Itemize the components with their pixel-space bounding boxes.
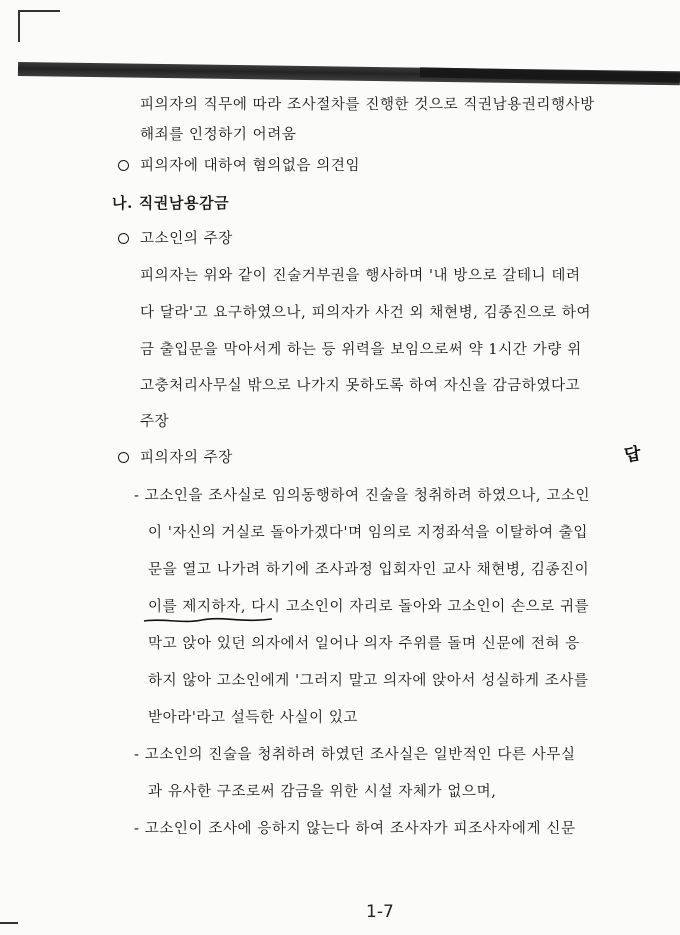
text-line: 문을 열고 나가려 하기에 조사과정 입회자인 교사 채현병, 김종진이	[148, 562, 590, 578]
text-line: 피의자는 위와 같이 진술거부권을 행사하며 '내 방으로 갈테니 데려	[140, 268, 581, 284]
margin-dash	[0, 922, 18, 924]
circle-bullet-icon	[118, 160, 129, 171]
scan-corner-mark	[18, 10, 60, 42]
handwritten-underline	[142, 616, 274, 626]
text-line: 금 출입문을 막아서게 하는 등 위력을 보임으로써 약 1시간 가량 위	[140, 342, 582, 358]
text-line: 피의자의 직무에 따라 조사절차를 진행한 것으로 직권남용권리행사방	[140, 97, 595, 113]
text-line: 고소인의 주장	[140, 231, 233, 247]
circle-bullet-icon	[118, 233, 129, 244]
text-line: 이 '자신의 거실로 돌아가겠다'며 임의로 지정좌석을 이탈하여 출입	[148, 525, 589, 541]
circle-bullet-icon	[118, 452, 129, 463]
text-line: 하지 않아 고소인에게 '그러지 말고 의자에 앉아서 성실하게 조사를	[148, 673, 589, 689]
text-line: 다 달라'고 요구하였으나, 피의자가 사건 외 채현병, 김종진으로 하여	[140, 305, 592, 321]
text-line: 피의자에 대하여 혐의없음 의견임	[140, 158, 361, 174]
text-line: 과 유사한 구조로써 감금을 위한 시설 자체가 없으며,	[148, 784, 497, 800]
text-line: 주장	[140, 414, 170, 430]
text-line: 해죄를 인정하기 어려움	[140, 127, 297, 143]
text-line: 피의자의 주장	[140, 450, 233, 466]
page-number: 1-7	[366, 902, 394, 922]
section-heading: 나. 직권남용감금	[112, 194, 230, 212]
text-line: - 고소인을 조사실로 임의동행하여 진술을 청취하려 하였으나, 고소인	[134, 488, 591, 504]
text-line: 고충처리사무실 밖으로 나가지 못하도록 하여 자신을 감금하였다고	[140, 378, 581, 394]
side-stamp-mark: 답	[623, 443, 643, 467]
text-line: 받아라'라고 설득한 사실이 있고	[148, 710, 359, 726]
text-line: 이를 제지하자, 다시 고소인이 자리로 돌아와 고소인이 손으로 귀를	[148, 599, 590, 615]
text-line: - 고소인의 진술을 청취하려 하였던 조사실은 일반적인 다른 사무실	[134, 747, 576, 763]
text-line: 막고 앉아 있던 의자에서 일어나 의자 주위를 돌며 신문에 전혀 응	[148, 636, 580, 652]
text-line: - 고소인이 조사에 응하지 않는다 하여 조사자가 피조사자에게 신문	[134, 821, 576, 837]
